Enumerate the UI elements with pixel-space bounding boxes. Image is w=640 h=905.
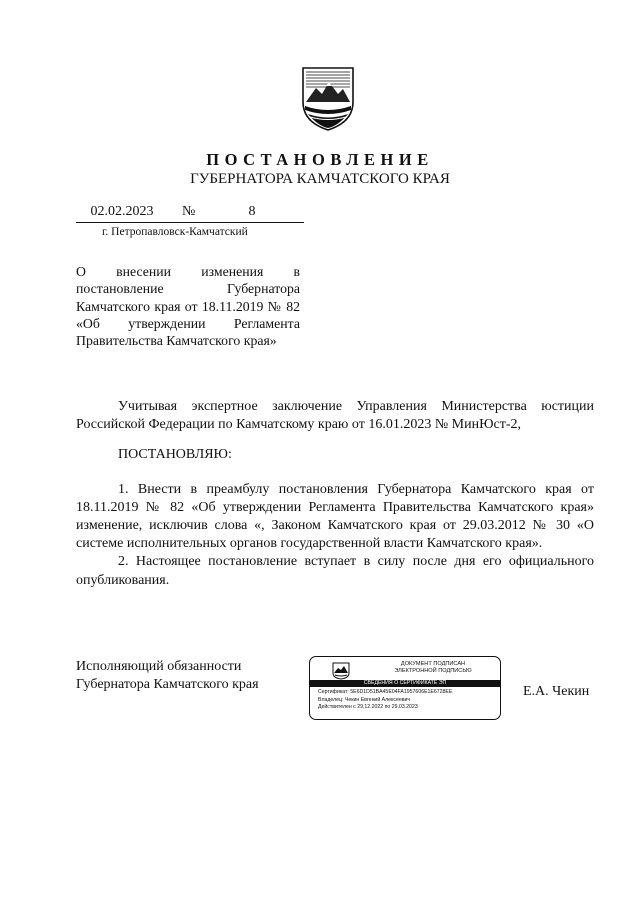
item-1-paragraph: 1. Внести в преамбулу постановления Губернатора Камчатского края от 18.11.2019 № 82 «Об утверждении Регламента Правительства Камчатского края» изменение, исключив слова «, Законом Камчатского края от 29.03.2012 № 30 «О системе исполнительных органов государственной власти Камчатского края». [76,481,594,552]
stamp-certificate: Сертификат: 5E6D1D51BA45E04FA1957606E1E6728EE [318,689,453,695]
stamp-title-line-1: ДОКУМЕНТ ПОДПИСАН [400,661,466,667]
document-type-title: ПОСТАНОВЛЕНИЕ [206,150,434,169]
number-sign: № [182,204,196,219]
issuing-authority: ГУБЕРНАТОРА КАМЧАТСКОГО КРАЯ [190,171,450,187]
basis-paragraph: Учитывая экспертное заключение Управления Министерства юстиции Российской Федерации по Камчатскому краю от 16.01.2023 № МинЮст-2, [76,399,594,433]
stamp-title [370,661,496,675]
stamp-owner: Владелец: Чекин Евгений Алексеевич [318,696,411,703]
requisites-underline [76,222,304,223]
stamp-validity: Действителен с 29.12.2022 по 29.03.2023 [318,704,418,710]
signer-name: Е.А. Чекин [523,684,590,699]
stamp-info [318,689,452,712]
coat-of-arms-icon [298,62,358,132]
signer-role-line-1: Исполняющий обязанности [76,659,242,674]
stamp-emblem-icon [330,662,352,680]
document-subject: О внесении изменения в постановление Губернатора Камчатского края от 18.11.2019 № 82 «Об утверждении Регламента Правительства Камчатского края» [76,264,300,349]
stamp-band: СВЕДЕНИЯ О СЕРТИФИКАТЕ ЭП [310,680,500,687]
signer-role-line-2: Губернатора Камчатского края [76,677,259,693]
signer-role [76,658,259,694]
document-date: 02.02.2023 [90,204,154,219]
resolve-word: ПОСТАНОВЛЯЮ: [118,447,232,463]
stamp-title-line-2: ЭЛЕКТРОННОЙ ПОДПИСЬЮ [394,668,472,675]
electronic-signature-stamp [309,656,501,720]
document-number: 8 [248,204,256,219]
document-body [76,398,594,590]
item-2-paragraph: 2. Настоящее постановление вступает в силу после дня его официального опубликования. [76,554,594,588]
document-place: г. Петропавловск-Камчатский [102,226,248,238]
